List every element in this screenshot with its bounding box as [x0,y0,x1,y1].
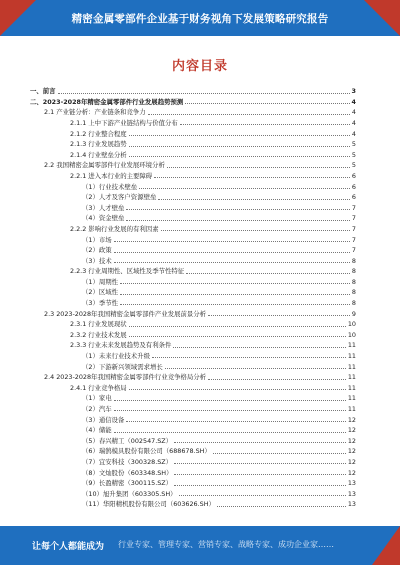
toc-leader-dots [129,146,350,147]
toc-entry[interactable] [30,190,356,201]
toc-entry[interactable] [30,423,356,434]
toc-entry-text: 2.1.4 行业壁垒分析 [70,150,127,159]
toc-entry-text: （1）未来行业技术升级 [82,352,150,361]
toc-entry-text: 2.1.2 行业整合程度 [70,129,127,138]
toc-leader-dots [120,283,350,284]
toc-page-number: 8 [351,267,356,276]
footer-slogan: 让每个人都能成为 [32,542,105,552]
toc-entry-text: （2）人才及客户资源壁垒 [82,193,157,202]
toc-entry[interactable] [30,179,356,190]
toc-leader-dots [139,188,350,189]
toc-leader-dots [165,368,346,369]
toc-leader-dots [174,474,345,475]
toc-entry-text: （5）春兴精工（002547.SZ） [82,436,173,445]
toc-entry-text: 2.4.1 行业竞争格局 [70,383,127,392]
toc-leader-dots [114,262,350,263]
toc-page-number: 6 [351,182,356,191]
toc-page-number: 12 [347,457,356,466]
toc-leader-dots [114,432,346,433]
toc-entry[interactable] [30,412,356,423]
toc-page-number: 7 [351,224,356,233]
toc-leader-dots [185,103,349,104]
toc-entry-text: （7）宜安科技（300328.SZ） [82,457,173,466]
toc-leader-dots [58,93,350,94]
toc-leader-dots [186,273,350,274]
toc-entry-text: （11）华阳精机股份有限公司（603626.SH） [82,500,215,509]
toc-page-number: 5 [351,150,356,159]
toc-entry-text: 2.2 我国精密金属零部件行业发展环境分析 [44,161,165,170]
toc-page-number: 12 [347,426,356,435]
toc-page-number: 13 [347,479,356,488]
toc-heading: 内容目录 [171,59,228,74]
toc-entry[interactable] [30,158,356,169]
toc-leader-dots [114,241,350,242]
toc-leader-dots [167,167,350,168]
toc-page-number: 11 [347,383,356,392]
toc-page-number: 7 [351,214,356,223]
toc-page-number: 11 [347,362,356,371]
toc-page-number: 8 [351,299,356,308]
toc-entry-text: 2.3.3 行业未来发展趋势及有利条件 [70,341,172,350]
toc-page-number: 13 [347,500,356,509]
toc-entry-text: 2.1 产业链分析：产业链条和竞争力 [44,108,146,117]
toc-leader-dots [152,357,346,358]
toc-entry[interactable] [30,275,356,286]
toc-entry-text: （9）长盈精密（300115.SZ） [82,479,173,488]
toc-page-number: 4 [351,108,356,117]
toc-leader-dots [154,177,350,178]
toc-leader-dots [114,410,346,411]
toc-leader-dots [114,252,350,253]
toc-entry-text: 2.2.1 进入本行业的主要障碍 [70,171,153,180]
toc-entry-text: （2）下游新兴领域需求增长 [82,362,163,371]
toc-leader-dots [126,220,350,221]
toc-entry[interactable] [30,285,356,296]
toc-entry[interactable] [30,126,356,137]
toc-entry[interactable] [30,370,356,381]
toc-page-number: 4 [351,97,356,106]
toc-leader-dots [129,336,346,337]
toc-entry-text: 二、2023-2028年精密金属零部件行业发展趋势预测 [30,97,184,106]
toc-page-number: 11 [347,341,356,350]
toc-entry[interactable] [30,148,356,159]
toc-entry[interactable] [30,201,356,212]
toc-leader-dots [129,326,346,327]
toc-entry[interactable] [30,137,356,148]
toc-entry[interactable] [30,264,356,275]
toc-entry[interactable] [30,497,356,508]
toc-page-number: 7 [351,203,356,212]
toc-entry-text: （3）人才壁垒 [82,203,125,212]
toc-entry-text: （1）家电 [82,394,112,403]
toc-entry[interactable] [30,359,356,370]
toc-entry[interactable] [30,444,356,455]
toc-entry-text: （6）瑞鹄模具股份有限公司（688678.SH） [82,447,211,456]
toc-page-number: 9 [351,309,356,318]
toc-entry-text: （10）旭升集团（603305.SH） [82,489,177,498]
toc-page-number: 12 [347,447,356,456]
toc-page-number: 12 [347,468,356,477]
toc-page-number: 6 [351,193,356,202]
toc-entry[interactable] [30,116,356,127]
toc-entry[interactable] [30,254,356,265]
footer-tagline: 行业专家、管理专家、营销专家、战略专家、成功企业家…… [118,540,334,549]
toc-leader-dots [208,315,350,316]
toc-leader-dots [208,379,346,380]
toc-page-number: 11 [347,352,356,361]
toc-leader-dots [129,156,350,157]
toc-leader-dots [129,135,350,136]
toc-entry[interactable] [30,487,356,498]
toc-page-number: 11 [347,373,356,382]
toc-entry-text: 2.1.1 上中下游产业链结构与价值分布 [70,118,178,127]
toc-leader-dots [217,506,346,507]
toc-page-number: 6 [351,171,356,180]
toc-entry[interactable] [30,381,356,392]
toc-page-number: 7 [351,246,356,255]
toc-page-number: 3 [351,87,356,96]
toc-entry-text: （1）周期性 [82,277,119,286]
page-footer [0,526,400,565]
toc-entry-text: 2.3.2 行业技术发展 [70,330,127,339]
toc-entry-text: 2.4 2023-2028年我国精密金属零部件行业竞争格局分析 [44,373,207,382]
page-header [0,0,400,36]
toc-page-number: 12 [347,436,356,445]
toc-leader-dots [180,124,350,125]
toc-page-number: 8 [351,277,356,286]
toc-entry-text: （2）政策 [82,246,112,255]
toc-entry[interactable] [30,338,356,349]
toc-entry[interactable] [30,402,356,413]
toc-page-number: 10 [347,330,356,339]
toc-entry[interactable] [30,232,356,243]
toc-page-number: 5 [351,140,356,149]
toc-entry[interactable] [30,476,356,487]
toc-entry[interactable] [30,211,356,222]
toc-entry[interactable] [30,105,356,116]
toc-leader-dots [174,442,346,443]
toc-page-number: 8 [351,288,356,297]
toc-entry-text: 2.2.2 影响行业发展的有利因素 [70,224,159,233]
toc-page-number: 4 [351,129,356,138]
toc-entry-text: （8）文灿股份（603348.SH） [82,468,173,477]
toc-entry[interactable] [30,296,356,307]
toc-leader-dots [126,209,350,210]
toc-leader-dots [173,347,345,348]
toc-entry-text: （3）季节性 [82,299,119,308]
toc-entry-text: 2.3.1 行业发展现状 [70,320,127,329]
toc-leader-dots [161,230,350,231]
toc-leader-dots [179,495,346,496]
toc-leader-dots [120,294,350,295]
toc-page-number: 13 [347,489,356,498]
toc-entry[interactable] [30,84,356,95]
toc-entry[interactable] [30,455,356,466]
toc-page-number: 8 [351,256,356,265]
toc-leader-dots [213,453,346,454]
toc-entry[interactable] [30,169,356,180]
toc-entry[interactable] [30,328,356,339]
toc-page-number: 4 [351,118,356,127]
toc-entry-text: （3）通信设备 [82,415,125,424]
toc-leader-dots [148,114,350,115]
toc-leader-dots [126,421,345,422]
footer-corner-decoration [372,526,400,565]
toc-entry-text: （3）技术 [82,256,112,265]
toc-leader-dots [174,463,346,464]
toc-entry-text: 2.3 2023-2028年我国精密金属零部件产业发展前景分析 [44,309,207,318]
toc-page-number: 7 [351,235,356,244]
toc-leader-dots [174,485,346,486]
toc-page-number: 12 [347,415,356,424]
toc-page-number: 11 [347,405,356,413]
toc-entry-text: 2.2.3 行业周期性、区域性及季节性特征 [70,267,185,276]
toc-entry[interactable] [30,317,356,328]
toc-entry-text: （2）区域性 [82,288,119,297]
toc-entry[interactable] [30,349,356,360]
report-title: 精密金属零部件企业基于财务视角下发展策略研究报告 [71,13,329,25]
toc-entry-text: （2）汽车 [82,405,112,413]
toc-leader-dots [114,400,346,401]
toc-entry[interactable] [30,95,356,106]
toc-page-number: 11 [347,394,356,403]
toc-page-number: 5 [351,161,356,170]
toc-entry-text: （4）储能 [82,426,112,435]
toc-entry[interactable] [30,243,356,254]
toc-entry-text: （1）行业技术壁垒 [82,182,138,191]
toc-entry[interactable] [30,434,356,445]
toc-entry-text: （1）市场 [82,235,112,244]
toc-entry[interactable] [30,306,356,317]
toc-leader-dots [120,304,350,305]
toc-entry-text: 2.1.3 行业发展趋势 [70,140,127,149]
toc-leader-dots [158,199,350,200]
table-of-contents [30,84,356,508]
toc-page-number: 10 [347,320,356,329]
toc-entry[interactable] [30,465,356,476]
toc-entry-text: （4）资金壁垒 [82,214,125,223]
toc-entry-text: 一、前言 [30,87,56,96]
toc-leader-dots [129,389,346,390]
toc-entry[interactable] [30,391,356,402]
toc-entry[interactable] [30,222,356,233]
